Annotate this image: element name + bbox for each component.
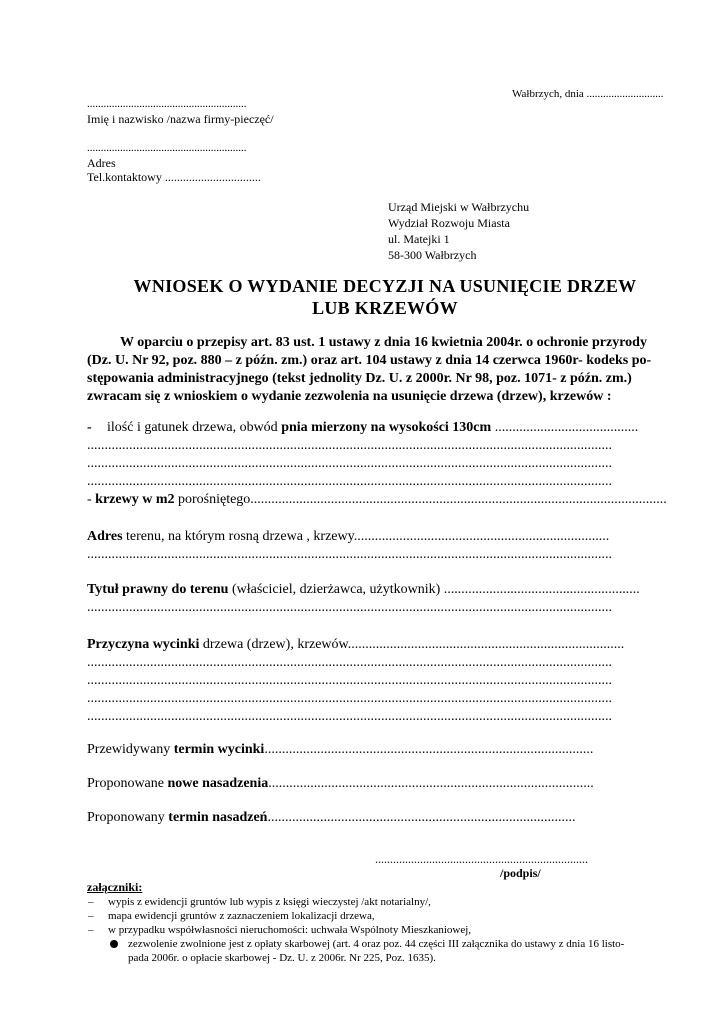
legal-title-dots[interactable]: ......................................................................................................................................................	[87, 600, 612, 615]
planting-term-field[interactable]	[87, 810, 575, 826]
shrubs-label-bold: krzewy w m2	[95, 492, 175, 507]
planting-term-dots[interactable]: ........................................................................................	[267, 810, 576, 825]
recipient-line-3: ul. Matejki 1	[388, 232, 450, 246]
trees-dots-line-3[interactable]: ......................................................................................................................................................	[87, 474, 612, 489]
new-planting-bold: nowe nasadzenia	[167, 776, 269, 791]
name-dots[interactable]: ..........................................................	[87, 98, 247, 110]
trees-dash: -	[87, 420, 92, 435]
attachment-subitem-line-1: zezwolenie zwolnione jest z opłaty skarbowej (art. 4 oraz poz. 44 części III załącznika do ustawy z dnia 16 listo-	[128, 938, 625, 950]
intro-line-4: zwracam się z wnioskiem o wydanie zezwolenia na usunięcie drzewa (drzew), krzewów :	[87, 389, 612, 404]
attachment-dash-2: –	[88, 910, 94, 922]
removal-term-bold: termin wycinki	[173, 742, 265, 757]
removal-term-dots[interactable]: ..............................................................................................	[264, 742, 594, 757]
reason-label[interactable]: drzewa (drzew), krzewów...............................................................................	[199, 637, 625, 652]
new-planting-prefix: Proponowane	[87, 776, 168, 791]
name-label: Imię i nazwisko /nazwa firmy-pieczęć/	[87, 112, 274, 126]
document-title-line-1: WNIOSEK O WYDANIE DECYZJI NA USUNIĘCIE DRZEW	[133, 276, 637, 296]
recipient-line-2: Wydział Rozwoju Miasta	[388, 216, 510, 230]
intro-line-1: W oparciu o przepisy art. 83 ust. 1 ustawy z dnia 16 kwietnia 2004r. o ochronie przyrody	[120, 335, 647, 350]
attachment-subitem-line-2: pada 2006r. o opłacie skarbowej - Dz. U. z 2006r. Nr 225, Poz. 1635).	[128, 952, 436, 964]
attachment-text-3: w przypadku współwłasności nieruchomości: uchwała Wspólnoty Mieszkaniowej,	[108, 924, 472, 936]
intro-line-3: stępowania administracyjnego (tekst jednolity Dz. U. z 2000r. Nr 98, poz. 1071- z późn. zm.)	[87, 371, 632, 386]
shrubs-label[interactable]: porośniętego.......................................................................................................................	[174, 492, 667, 507]
trees-label-bold: pnia mierzony na wysokości 130cm	[281, 420, 492, 435]
recipient-line-1: Urząd Miejski w Wałbrzychu	[388, 200, 530, 214]
recipient-line-4: 58-300 Wałbrzych	[388, 248, 477, 262]
intro-line-2: (Dz. U. Nr 92, poz. 880 – z późn. zm.) oraz art. 104 ustawy z dnia 14 czerwca 1960r- kodeks po-	[87, 353, 652, 368]
attachment-text-2: mapa ewidencji gruntów z zaznaczeniem lokalizacji drzewa,	[108, 910, 375, 922]
attachment-item-1	[88, 896, 431, 908]
reason-dots-line-4[interactable]: ......................................................................................................................................................	[87, 709, 612, 724]
attachment-dash-3: –	[88, 924, 94, 936]
address-label: Adres	[87, 156, 116, 170]
attachment-text-1: wypis z ewidencji gruntów lub wypis z księgi wieczystej /akt notarialny/,	[108, 896, 431, 908]
land-address-field[interactable]	[87, 529, 609, 545]
shrubs-prefix: -	[87, 492, 96, 507]
reason-bold: Przyczyna wycinki	[87, 637, 200, 652]
city-date-field[interactable]: Wałbrzych, dnia ............................	[512, 88, 664, 100]
attachment-dash-1: –	[88, 896, 94, 908]
document-title-line-2: LUB KRZEWÓW	[312, 298, 458, 318]
trees-dots-line-1[interactable]: ......................................................................................................................................................	[87, 438, 612, 453]
attachments-heading: załączniki:	[87, 880, 143, 894]
legal-title-bold: Tytuł prawny do terenu	[87, 582, 229, 597]
land-address-dots[interactable]: ......................................................................................................................................................	[87, 547, 612, 562]
planting-term-bold: termin nasadzeń	[168, 810, 268, 825]
trees-dots[interactable]: .........................................	[491, 420, 639, 435]
trees-field[interactable]	[87, 420, 638, 436]
signature-dots[interactable]: .......................................................................	[375, 852, 588, 866]
trees-dots-line-2[interactable]: ......................................................................................................................................................	[87, 456, 612, 471]
new-planting-dots[interactable]: .............................................................................................	[268, 776, 594, 791]
removal-term-field[interactable]	[87, 742, 593, 758]
attachment-subitem	[110, 938, 624, 950]
new-planting-field[interactable]	[87, 776, 594, 792]
reason-dots-line-1[interactable]: ......................................................................................................................................................	[87, 655, 612, 670]
attachment-item-2	[88, 910, 375, 922]
reason-dots-line-3[interactable]: ......................................................................................................................................................	[87, 691, 612, 706]
trees-label: ilość i gatunek drzewa, obwód	[107, 420, 282, 435]
reason-dots-line-2[interactable]: ......................................................................................................................................................	[87, 673, 612, 688]
land-address-bold: Adres	[87, 529, 123, 544]
phone-label[interactable]: Tel.kontaktowy ................................	[87, 170, 261, 184]
reason-field[interactable]	[87, 637, 624, 653]
signature-label: /podpis/	[500, 866, 541, 880]
shrubs-field[interactable]	[87, 492, 667, 508]
bullet-dot-icon	[110, 940, 118, 948]
address-dots[interactable]: ..........................................................	[87, 142, 247, 154]
planting-term-prefix: Proponowany	[87, 810, 169, 825]
legal-title-field[interactable]	[87, 582, 640, 598]
removal-term-prefix: Przewidywany	[87, 742, 174, 757]
land-address-label[interactable]: terenu, na którym rosną drzewa , krzewy.........................................................................	[122, 529, 610, 544]
legal-title-label[interactable]: (właściciel, dzierżawca, użytkownik) ........................................................	[228, 582, 640, 597]
attachment-item-3	[88, 924, 471, 936]
